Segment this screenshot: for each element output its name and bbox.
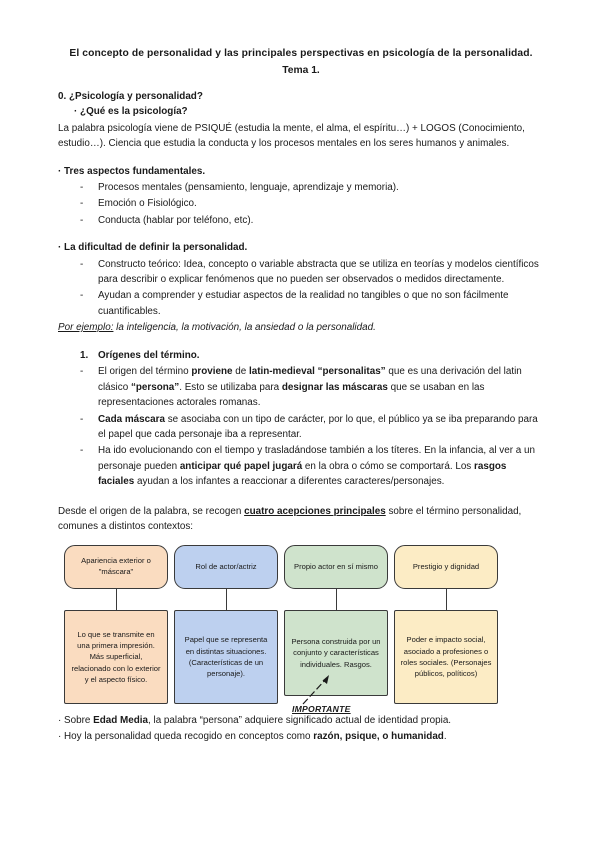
arrow-icon bbox=[300, 673, 334, 707]
diagram-top-box-4: Prestigio y dignidad bbox=[394, 545, 498, 589]
heading-dificultad-definir: · La dificultad de definir la personalidad. bbox=[58, 242, 248, 254]
diagram-bottom-box-4: Poder e impacto social, asociado a profesiones o roles sociales. (Personajes públicos, políticos) bbox=[394, 610, 498, 704]
subheading-que-es-psicologia: · ¿Qué es la psicología? bbox=[74, 105, 188, 117]
diagram-connector-3 bbox=[336, 589, 337, 610]
example-line bbox=[58, 320, 544, 335]
important-annotation bbox=[254, 682, 394, 722]
paragraph-acepciones-intro: Desde el origen de la palabra, se recogen cuatro acepciones principales sobre el término personalidad, comunes a distintos contextos: bbox=[58, 505, 522, 533]
list-item: - Procesos mentales (pensamiento, lenguaje, aprendizaje y memoria). bbox=[58, 180, 544, 195]
diagram-connector-4 bbox=[446, 589, 447, 610]
list-item: - Conducta (hablar por teléfono, etc). bbox=[58, 213, 544, 228]
diagram-bottom-box-1: Lo que se transmite en una primera impresión. Más superficial, relacionado con lo exterior y el aspecto físico. bbox=[64, 610, 168, 704]
example-text: la inteligencia, la motivación, la ansiedad o la personalidad. bbox=[113, 322, 376, 334]
list-item: - Constructo teórico: Idea, concepto o variable abstracta que se utiliza en teorías y modelos científicos para describir o explicar fenómenos que no pueden ser observados o medidos directamente. bbox=[58, 257, 544, 288]
section-heading-psicologia: 0. ¿Psicología y personalidad? bbox=[58, 90, 203, 102]
list-dificultad bbox=[58, 257, 544, 320]
list-origenes bbox=[58, 348, 544, 363]
list-tres-aspectos bbox=[58, 180, 544, 228]
diagram-bottom-box-3: Persona construida por un conjunto y características individuales. Rasgos. bbox=[284, 610, 388, 696]
example-label: Por ejemplo: bbox=[58, 322, 114, 334]
list-item: - Ha ido evolucionando con el tiempo y trasladándose también a los títeres. En la infancia, al ver a un personaje pueden anticipar qué papel jugará en la obra o cómo se comportará. Los rasgos faciales ayudan a los infantes a reaccionar a diferentes caracteres/personajes. bbox=[58, 443, 544, 489]
document-title: El concepto de personalidad y las principales perspectivas en psicología de la personalidad. bbox=[69, 48, 533, 59]
acepciones-diagram bbox=[58, 545, 544, 715]
diagram-top-box-3: Propio actor en sí mismo bbox=[284, 545, 388, 589]
heading-tres-aspectos: · Tres aspectos fundamentales. bbox=[58, 165, 206, 177]
document-subtitle: Tema 1. bbox=[282, 64, 320, 76]
diagram-top-box-2: Rol de actor/actriz bbox=[174, 545, 278, 589]
diagram-bottom-box-2: Papel que se representa en distintas situaciones. (Características de un personaje). bbox=[174, 610, 278, 704]
footer-line: · Hoy la personalidad queda recogido en conceptos como razón, psique, o humanidad. bbox=[58, 731, 447, 743]
list-item: - Emoción o Fisiológico. bbox=[58, 196, 544, 211]
list-item: - El origen del término proviene de latin-medieval “personalitas” que es una derivación del latin clásico “persona”. Esto se utilizaba para designar las máscaras que se usaban en las representaciones actorales romanas. bbox=[58, 364, 544, 410]
list-item: - Cada máscara se asociaba con un tipo de carácter, por lo que, el público ya se iba preparando para el papel que cada personaje iba a representar. bbox=[58, 412, 544, 443]
diagram-column-2 bbox=[174, 545, 278, 704]
diagram-connector-1 bbox=[116, 589, 117, 610]
list-item: - Ayudan a comprender y estudiar aspectos de la realidad no tangibles o que no son fácilmente cuantificables. bbox=[58, 288, 544, 319]
paragraph-definicion-psicologia: La palabra psicología viene de PSIQUÉ (estudia la mente, el alma, el espíritu…) + LOGOS (Conocimiento, estudio…). Ciencia que estudia la conducta y los procesos mentales en los seres humanos y animales. bbox=[58, 122, 525, 150]
list-origenes-items bbox=[58, 364, 544, 490]
diagram-connector-2 bbox=[226, 589, 227, 610]
footer-line: · Sobre Edad Media, la palabra “persona” adquiere significado actual de identidad propia. bbox=[58, 715, 452, 727]
important-label: IMPORTANTE bbox=[292, 704, 351, 715]
heading-origenes-termino: 1. Orígenes del término. bbox=[58, 348, 544, 363]
diagram-column-1 bbox=[64, 545, 168, 704]
diagram-top-box-1: Apariencia exterior o "máscara" bbox=[64, 545, 168, 589]
diagram-column-4 bbox=[394, 545, 498, 704]
